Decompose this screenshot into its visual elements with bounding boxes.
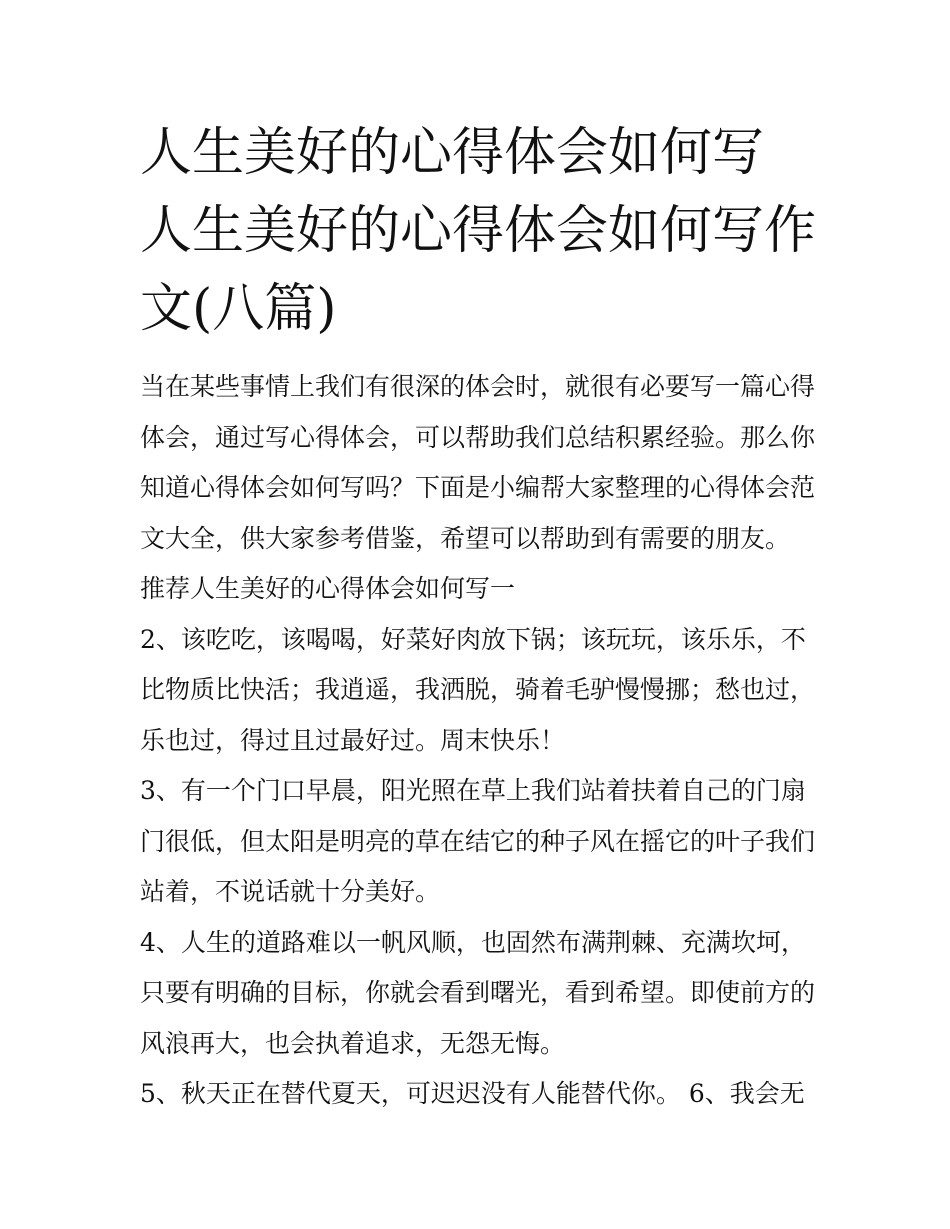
document-title: 人生美好的心得体会如何写 人生美好的心得体会如何写作文(八篇) [140,123,817,339]
document-content [140,114,820,1120]
intro-paragraph: 当在某些事情上我们有很深的体会时，就很有必要写一篇心得体会，通过写心得体会，可以帮助我们总结积累经验。那么你知道心得体会如何写吗？下面是小编帮大家整理的心得体会范文大全，供大家参考借鉴，希望可以帮助到有需要的朋友。 [140,372,816,553]
list-item: 2、该吃吃，该喝喝，好菜好肉放下锅；该玩玩，该乐乐，不比物质比快活；我逍遥，我洒脱，骑着毛驴慢慢挪；愁也过，乐也过，得过且过最好过。周末快乐！ [140,624,816,755]
list-item: 4、人生的道路难以一帆风顺，也固然布满荆棘、充满坎坷，只要有明确的目标，你就会看到曙光，看到希望。即使前方的风浪再大，也会执着追求，无怨无悔。 [140,927,816,1058]
section-heading: 推荐人生美好的心得体会如何写一 [140,574,516,603]
list-item: 5、秋天正在替代夏天，可迟迟没有人能替代你。 6、我会无 [140,1079,805,1108]
list-item: 3、有一个门口早晨，阳光照在草上我们站着扶着自己的门扇门很低，但太阳是明亮的草在结它的种子风在摇它的叶子我们站着，不说话就十分美好。 [140,776,816,906]
